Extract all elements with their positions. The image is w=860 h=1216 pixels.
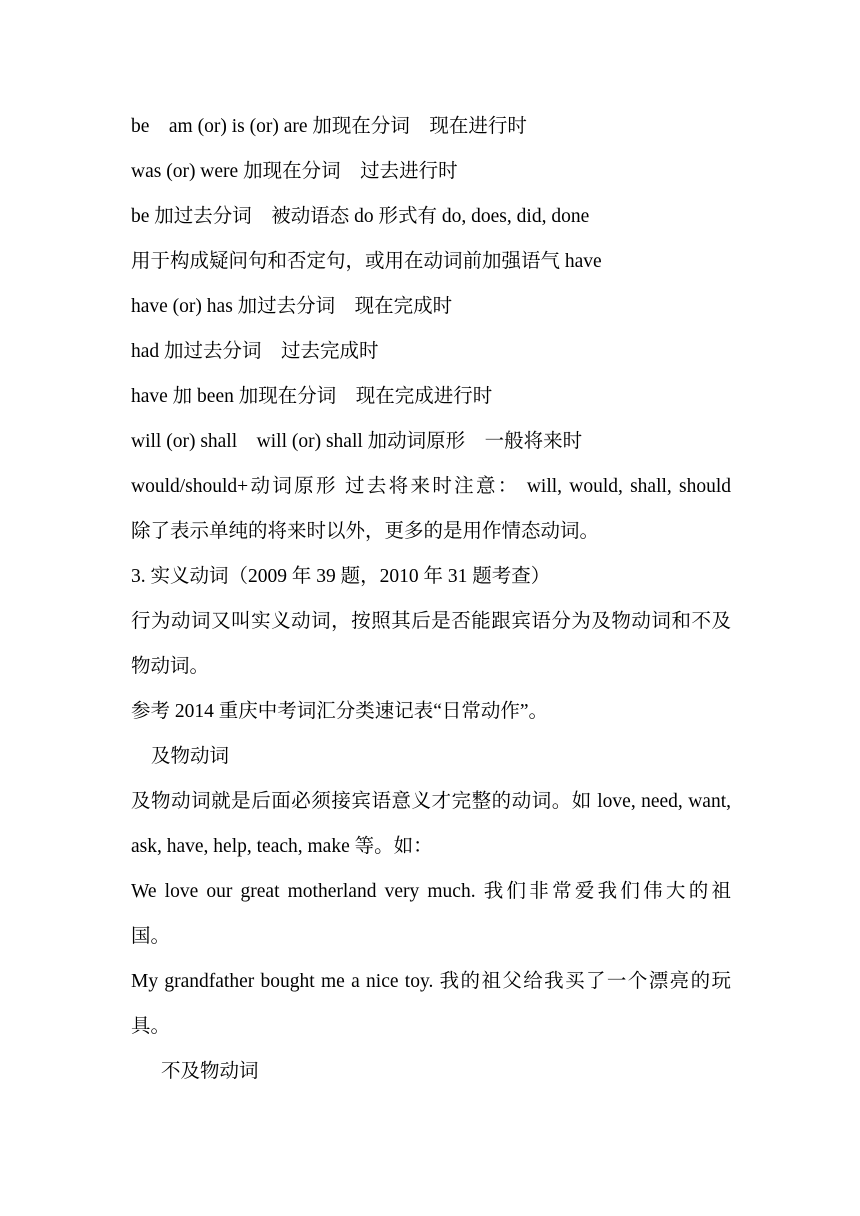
section-heading: 3. 实义动词（2009 年 39 题，2010 年 31 题考查） bbox=[131, 566, 551, 587]
text-line: have 加 been 加现在分词 现在完成进行时 bbox=[131, 386, 493, 407]
text-line: 参考 2014 重庆中考词汇分类速记表“日常动作”。 bbox=[131, 701, 549, 722]
text-line: ask, have, help, teach, make 等。如： bbox=[131, 836, 433, 857]
text-line: 具。 bbox=[131, 1016, 171, 1037]
subheading-transitive-verbs: 及物动词 bbox=[151, 746, 230, 767]
document-body bbox=[131, 112, 731, 1102]
subheading-intransitive-verbs: 不及物动词 bbox=[161, 1061, 259, 1082]
text-line: 除了表示单纯的将来时以外，更多的是用作情态动词。 bbox=[131, 521, 600, 542]
text-line: have (or) has 加过去分词 现在完成时 bbox=[131, 296, 453, 317]
text-line: 物动词。 bbox=[131, 656, 210, 677]
example-sentence: My grandfather bought me a nice toy. 我的祖父给我买了一个漂亮的玩 bbox=[131, 971, 731, 992]
text-line: 国。 bbox=[131, 926, 171, 947]
text-line: would/should+动词原形 过去将来时注意： will, would, shall, should bbox=[131, 476, 731, 497]
text-line: 行为动词又叫实义动词，按照其后是否能跟宾语分为及物动词和不及 bbox=[131, 611, 731, 632]
example-sentence: We love our great motherland very much. 我们非常爱我们伟大的祖 bbox=[131, 881, 731, 902]
text-line: had 加过去分词 过去完成时 bbox=[131, 341, 379, 362]
text-line: will (or) shall will (or) shall 加动词原形 一般将来时 bbox=[131, 431, 583, 452]
text-line: was (or) were 加现在分词 过去进行时 bbox=[131, 161, 458, 182]
text-line: 用于构成疑问句和否定句，或用在动词前加强语气 have bbox=[131, 251, 602, 272]
text-line: 及物动词就是后面必须接宾语意义才完整的动词。如 love, need, want, bbox=[131, 791, 731, 812]
text-line: be am (or) is (or) are 加现在分词 现在进行时 bbox=[131, 116, 527, 137]
text-line: be 加过去分词 被动语态 do 形式有 do, does, did, done bbox=[131, 206, 590, 227]
